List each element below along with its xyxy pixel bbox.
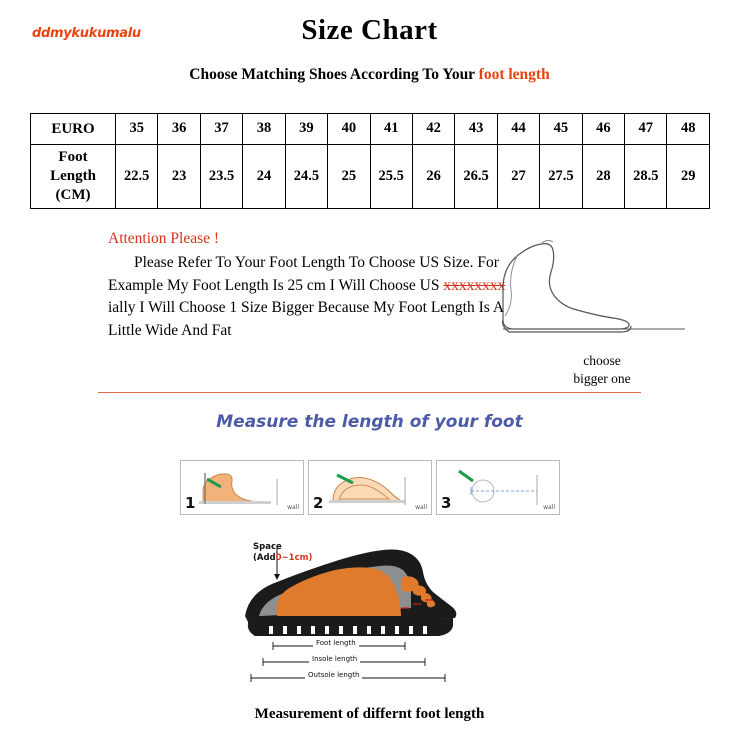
choose-bigger-note (527, 352, 677, 388)
step-number: 3 (441, 494, 452, 512)
euro-size-cell: 35 (116, 114, 158, 145)
choose-bigger-line2: bigger one (573, 371, 631, 387)
table-row-euro (31, 114, 710, 145)
attention-strikethrough-text: xxxxxxxx (443, 276, 506, 294)
foot-length-cell: 28 (582, 145, 624, 209)
euro-size-cell: 43 (455, 114, 497, 145)
foot-length-cell: 27.5 (540, 145, 582, 209)
diagram-caption: Measurement of differnt foot length (254, 706, 485, 722)
foot-length-cell: 29 (667, 145, 710, 209)
foot-measurement-diagram (215, 520, 525, 700)
euro-size-cell: 38 (243, 114, 285, 145)
attention-line-4: Bigger Because My Foot Length Is A Little Wide (108, 299, 504, 340)
measure-step-1 (180, 460, 304, 515)
space-label-value: 0~1cm) (275, 552, 313, 563)
measure-section-title: Measure the length of your foot (216, 412, 523, 432)
attention-block (108, 228, 528, 343)
space-annotation (253, 542, 312, 563)
euro-size-cell: 44 (497, 114, 539, 145)
foot-length-cell: 28.5 (625, 145, 667, 209)
foot-length-cell: 27 (497, 145, 539, 209)
foot-length-cell: 26.5 (455, 145, 497, 209)
row-label-foot-length (31, 145, 116, 209)
foot-length-cell: 25 (328, 145, 370, 209)
foot-length-cell: 24 (243, 145, 285, 209)
attention-line-2: US Size. For Example My Foot Length Is 25 cm I (108, 253, 499, 294)
size-table (30, 113, 710, 209)
space-label-line1: Space (253, 542, 282, 552)
attention-line-1: Please Refer To Your Foot Length To Choose (134, 253, 416, 271)
euro-size-cell: 46 (582, 114, 624, 145)
euro-size-cell: 36 (158, 114, 200, 145)
euro-size-cell: 39 (285, 114, 327, 145)
attention-heading: Attention Please ! (108, 230, 220, 247)
step-wall-label: wall (287, 504, 299, 511)
row-label-line2: Length (50, 168, 96, 185)
dimension-label-outsole-length: Outsole length (305, 671, 362, 679)
subtitle-prefix: Choose Matching Shoes According To Your (189, 66, 479, 83)
section-divider (98, 392, 641, 393)
measure-step-3 (436, 460, 560, 515)
foot-length-cell: 24.5 (285, 145, 327, 209)
space-label-line2 (253, 553, 312, 564)
attention-line-5: And Fat (181, 322, 232, 340)
row-label-line1: Foot (58, 149, 88, 166)
choose-bigger-line1: choose (583, 353, 621, 368)
foot-length-cell: 23 (158, 145, 200, 209)
page-title: Size Chart (301, 14, 438, 46)
row-label-euro: EURO (31, 114, 116, 145)
space-label-prefix: (Add (253, 552, 276, 563)
attention-line-3-prefix: Will Choose US (338, 276, 444, 294)
brand-logo: ddmykukumalu (32, 26, 141, 41)
euro-size-cell: 45 (540, 114, 582, 145)
foot-length-cell: 25.5 (370, 145, 412, 209)
euro-size-cell: 41 (370, 114, 412, 145)
step-number: 1 (185, 494, 196, 512)
size-table-container (30, 113, 710, 209)
foot-length-cell: 26 (412, 145, 454, 209)
attention-body (108, 252, 528, 343)
page-subtitle (0, 66, 739, 84)
attention-line-3-suffix: ially I Will Choose 1 Size (108, 299, 268, 317)
step-wall-label: wall (543, 504, 555, 511)
dimension-label-foot-length: Foot length (313, 639, 359, 647)
euro-size-cell: 40 (328, 114, 370, 145)
row-label-line3: (CM) (55, 186, 91, 203)
side-foot-illustration-icon (495, 228, 685, 348)
foot-length-cell: 23.5 (200, 145, 242, 209)
dimension-label-insole-length: Insole length (309, 655, 360, 663)
measure-step-2 (308, 460, 432, 515)
euro-size-cell: 42 (412, 114, 454, 145)
euro-size-cell: 48 (667, 114, 710, 145)
subtitle-highlight: foot length (478, 66, 550, 83)
foot-length-cell: 22.5 (116, 145, 158, 209)
step-wall-label: wall (415, 504, 427, 511)
euro-size-cell: 37 (200, 114, 242, 145)
euro-size-cell: 47 (625, 114, 667, 145)
measure-steps (180, 460, 560, 515)
step-number: 2 (313, 494, 324, 512)
table-row-foot-length (31, 145, 710, 209)
